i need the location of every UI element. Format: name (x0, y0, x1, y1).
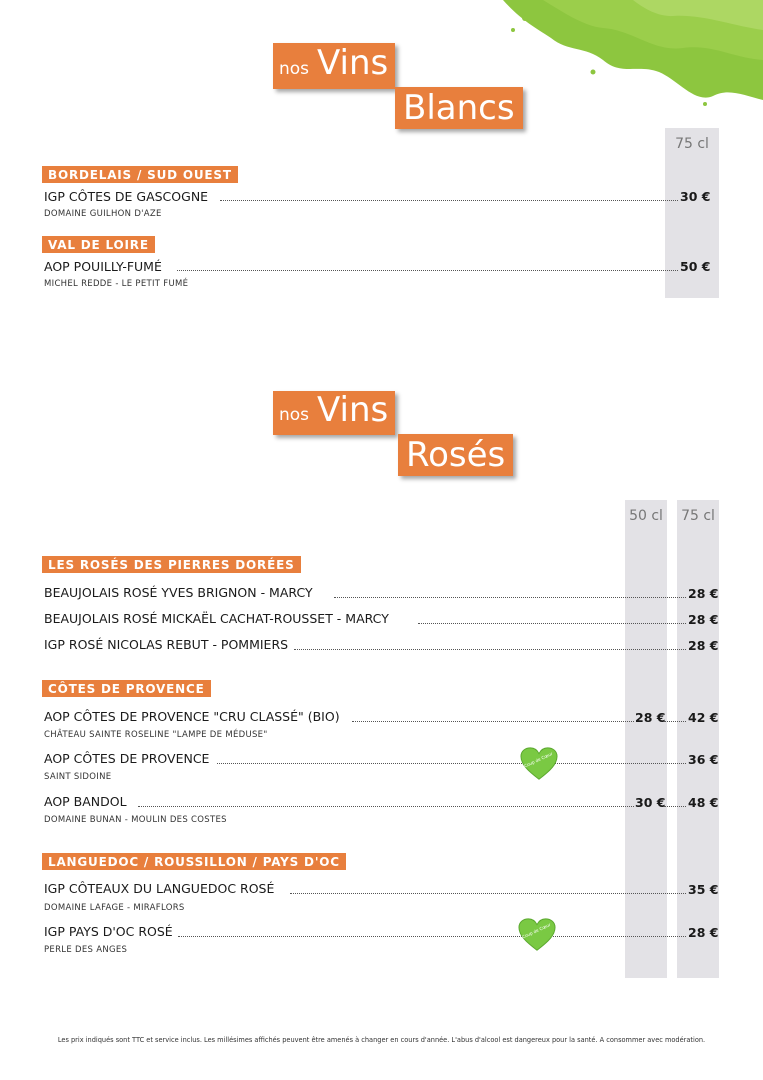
roses-title-vins: Vins (317, 390, 389, 430)
price-75: 36 € (688, 752, 719, 767)
wine-name: AOP CÔTES DE PROVENCE (44, 751, 210, 766)
section-pierres-dorees: LES ROSÉS DES PIERRES DORÉES (42, 556, 301, 573)
roses-title-roses: Rosés (398, 434, 513, 476)
wine-name: AOP POUILLY-FUMÉ (44, 259, 162, 274)
price-75: 35 € (688, 882, 719, 897)
wine-name: AOP CÔTES DE PROVENCE "CRU CLASSÉ" (BIO) (44, 709, 340, 724)
dotted-leader (290, 893, 686, 894)
dotted-leader (352, 721, 634, 722)
price-50: 30 € (635, 795, 666, 810)
price-75: 50 € (680, 259, 711, 274)
wine-name: IGP CÔTEAUX DU LANGUEDOC ROSÉ (44, 881, 275, 896)
section-cotes-de-provence: CÔTES DE PROVENCE (42, 680, 211, 697)
wine-producer: DOMAINE BUNAN - MOULIN DES COSTES (44, 815, 227, 825)
dotted-leader (294, 649, 686, 650)
dotted-leader (178, 936, 686, 937)
legal-footer: Les prix indiqués sont TTC et service inclus. Les millésimes affichés peuvent être amenés à changer en cours d'année. L'abus d'alcool est dangereux pour la santé. A consommer avec modération. (57, 1036, 706, 1044)
price-75: 28 € (688, 925, 719, 940)
wine-producer: CHÂTEAU SAINTE ROSELINE "LAMPE DE MÉDUSE" (44, 730, 268, 740)
blancs-col-75-header: 75 cl (675, 136, 709, 152)
wine-name: AOP BANDOL (44, 794, 127, 809)
wine-name: IGP ROSÉ NICOLAS REBUT - POMMIERS (44, 637, 289, 652)
dotted-leader (220, 200, 678, 201)
price-75: 28 € (688, 612, 719, 627)
roses-col-75 (677, 500, 719, 978)
wine-name: IGP CÔTES DE GASCOGNE (44, 189, 209, 204)
wine-producer: SAINT SIDOINE (44, 772, 112, 782)
roses-col-75-header: 75 cl (681, 508, 715, 524)
price-75: 28 € (688, 586, 719, 601)
dotted-leader (334, 597, 686, 598)
dotted-leader (664, 806, 686, 807)
price-50: 28 € (635, 710, 666, 725)
dotted-leader (177, 270, 678, 271)
roses-title-nos: nos (279, 405, 310, 425)
wine-producer: DOMAINE LAFAGE - MIRAFLORS (44, 903, 185, 913)
coup-de-coeur-heart-icon (518, 917, 556, 953)
wine-producer: PERLE DES ANGES (44, 945, 128, 955)
dotted-leader (217, 763, 686, 764)
blancs-title-badge (273, 43, 395, 89)
wine-producer: DOMAINE GUILHON D'AZE (44, 209, 162, 219)
price-75: 42 € (688, 710, 719, 725)
wine-name: BEAUJOLAIS ROSÉ YVES BRIGNON - MARCY (44, 585, 313, 600)
heart-label: Coup de Cœur (521, 922, 552, 941)
dotted-leader (664, 721, 686, 722)
wine-name: IGP PAYS D'OC ROSÉ (44, 924, 173, 939)
roses-title-badge (273, 391, 395, 435)
wine-producer: MICHEL REDDE - LE PETIT FUMÉ (44, 279, 189, 289)
heart-label: Coup de Cœur (523, 751, 554, 770)
price-75: 30 € (680, 189, 711, 204)
blancs-title-blancs: Blancs (395, 87, 523, 129)
roses-col-50-header: 50 cl (629, 508, 663, 524)
blancs-title-nos: nos (279, 59, 310, 79)
price-75: 28 € (688, 638, 719, 653)
dotted-leader (138, 806, 634, 807)
section-languedoc: LANGUEDOC / ROUSSILLON / PAYS D'OC (42, 853, 346, 870)
price-75: 48 € (688, 795, 719, 810)
coup-de-coeur-heart-icon (520, 746, 558, 782)
section-bordelais: BORDELAIS / SUD OUEST (42, 166, 238, 183)
dotted-leader (418, 623, 686, 624)
blancs-title-vins: Vins (317, 43, 389, 83)
section-val-de-loire: VAL DE LOIRE (42, 236, 155, 253)
wine-name: BEAUJOLAIS ROSÉ MICKAËL CACHAT-ROUSSET - MARCY (44, 611, 389, 626)
roses-col-50 (625, 500, 667, 978)
